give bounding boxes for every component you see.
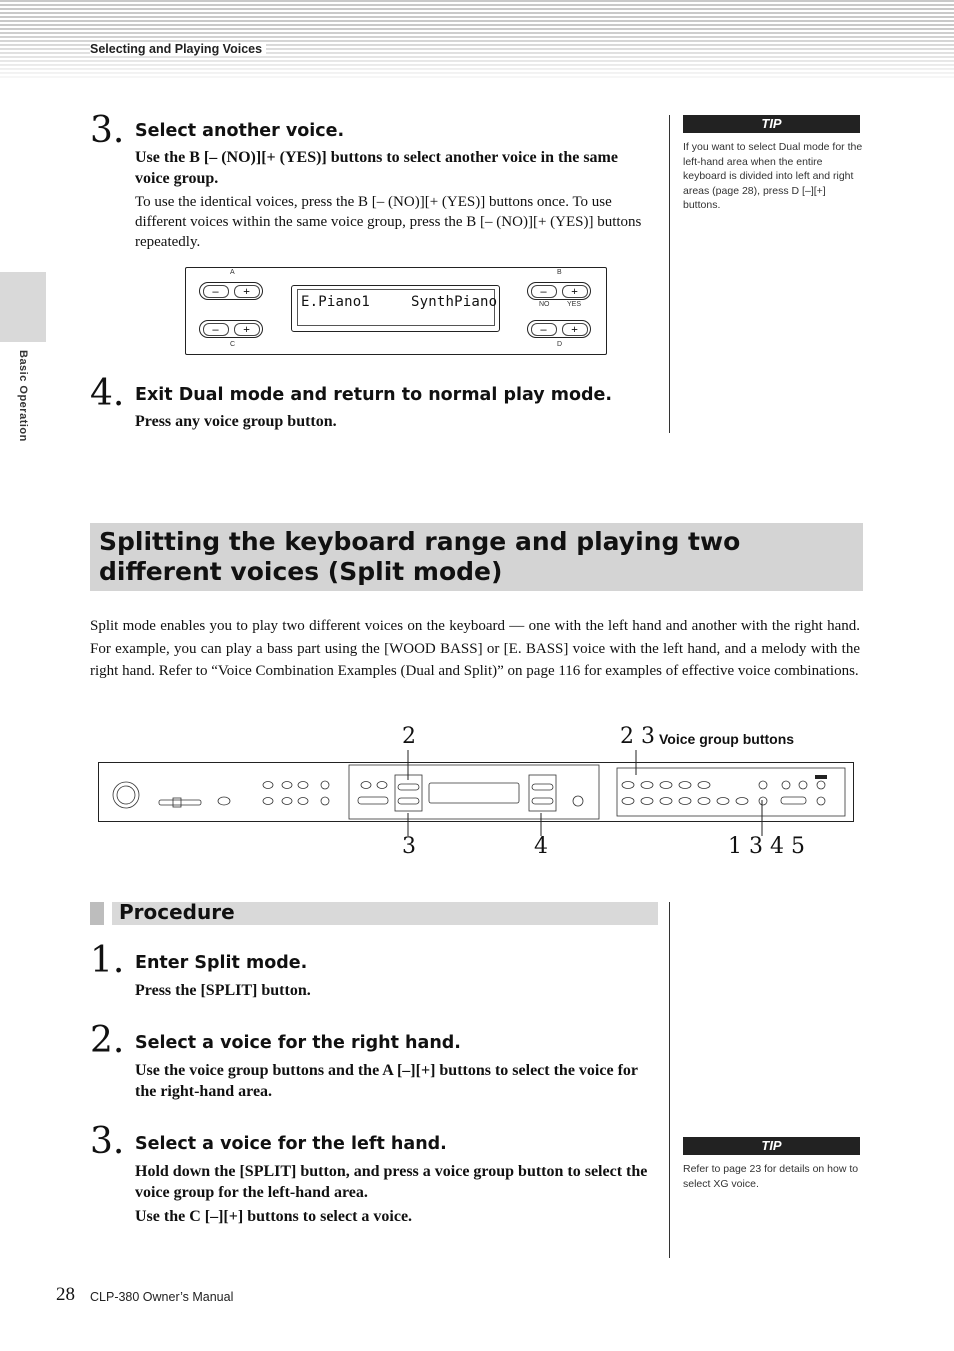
tip-label: TIP xyxy=(683,1137,860,1155)
callout-2-3: 2 3 xyxy=(620,724,655,749)
step-instruction: Use the voice group buttons and the A [–][+] buttons to select the voice for the right-hand area. xyxy=(135,1062,638,1100)
yes-label: YES xyxy=(567,301,582,308)
tip-text: If you want to select Dual mode for the left-hand area when the entire keyboard is divided into left and right areas (page 28), press D [–][+] buttons. xyxy=(683,141,863,211)
manual-title: CLP-380 Owner’s Manual xyxy=(90,1290,234,1304)
voice-group-buttons-label: Voice group buttons xyxy=(659,731,795,747)
step-instruction: Press the [SPLIT] button. xyxy=(135,982,311,999)
d-plus-button[interactable]: + xyxy=(562,323,588,336)
no-label: NO xyxy=(539,301,550,308)
b-minus-button[interactable]: – xyxy=(531,285,557,298)
step-title: Select a voice for the right hand. xyxy=(135,1033,461,1053)
step-title: Exit Dual mode and return to normal play mode. xyxy=(135,385,613,405)
b-plus-button[interactable]: + xyxy=(562,285,588,298)
label-c: C xyxy=(230,341,236,348)
step-number: 2. xyxy=(90,1020,125,1061)
step-instruction: Use the C [–][+] buttons to select a voice. xyxy=(135,1208,413,1225)
step-instruction: Use the B [– (NO)][+ (YES)] buttons to select another voice in the same voice group. xyxy=(135,149,618,187)
tip-label: TIP xyxy=(683,115,860,133)
step-instruction: Press any voice group button. xyxy=(135,413,337,430)
a-minus-button[interactable]: – xyxy=(203,285,229,298)
step-number: 4. xyxy=(90,373,125,414)
running-header: Selecting and Playing Voices xyxy=(90,42,266,56)
section-title: Splitting the keyboard range and playing two different voices (Split mode) xyxy=(99,527,741,586)
step-title: Select a voice for the left hand. xyxy=(135,1134,447,1154)
step-title: Select another voice. xyxy=(135,121,345,141)
page-number: 28 xyxy=(56,1284,75,1305)
callout-4: 4 xyxy=(534,834,548,859)
lcd-right-voice: SynthPiano xyxy=(411,294,498,310)
tip-text: Refer to page 23 for details on how to select XG voice. xyxy=(683,1163,859,1190)
step-body: To use the identical voices, press the B [– (NO)][+ (YES)] buttons once. To use different voices within the same voice group, press the B [– (NO)][+ (YES)] buttons repeatedly. xyxy=(135,194,642,250)
procedure-heading: Procedure xyxy=(119,900,235,924)
step-title: Enter Split mode. xyxy=(135,953,308,973)
step-instruction: Hold down the [SPLIT] button, and press a voice group button to select the voice group for the left-hand area. xyxy=(135,1163,648,1201)
callout-2: 2 xyxy=(402,724,416,749)
lcd-left-voice: E.Piano1 xyxy=(301,294,371,310)
section-intro: Split mode enables you to play two different voices on the keyboard — one with the left hand and another with the right hand. For example, you can play a bass part using the [WOOD BASS] or [E. BASS] voice with the left hand, and a melody with the right hand. Refer to “Voice Combination Examples (Dual and Split)” on page 116 for examples of effective voice combinations. xyxy=(90,618,860,680)
side-tab-label: Basic Operation xyxy=(17,350,29,442)
c-plus-button[interactable]: + xyxy=(234,323,260,336)
label-b: B xyxy=(557,269,562,276)
label-a: A xyxy=(230,269,235,276)
label-d: D xyxy=(557,341,563,348)
a-plus-button[interactable]: + xyxy=(234,285,260,298)
c-minus-button[interactable]: – xyxy=(203,323,229,336)
step-number: 3. xyxy=(90,1121,125,1162)
step-number: 3. xyxy=(90,110,125,151)
callout-1-3-4-5: 1 3 4 5 xyxy=(728,834,805,859)
d-minus-button[interactable]: – xyxy=(531,323,557,336)
callout-3: 3 xyxy=(402,834,416,859)
procedure-marker xyxy=(90,902,104,925)
step-number: 1. xyxy=(90,940,125,981)
